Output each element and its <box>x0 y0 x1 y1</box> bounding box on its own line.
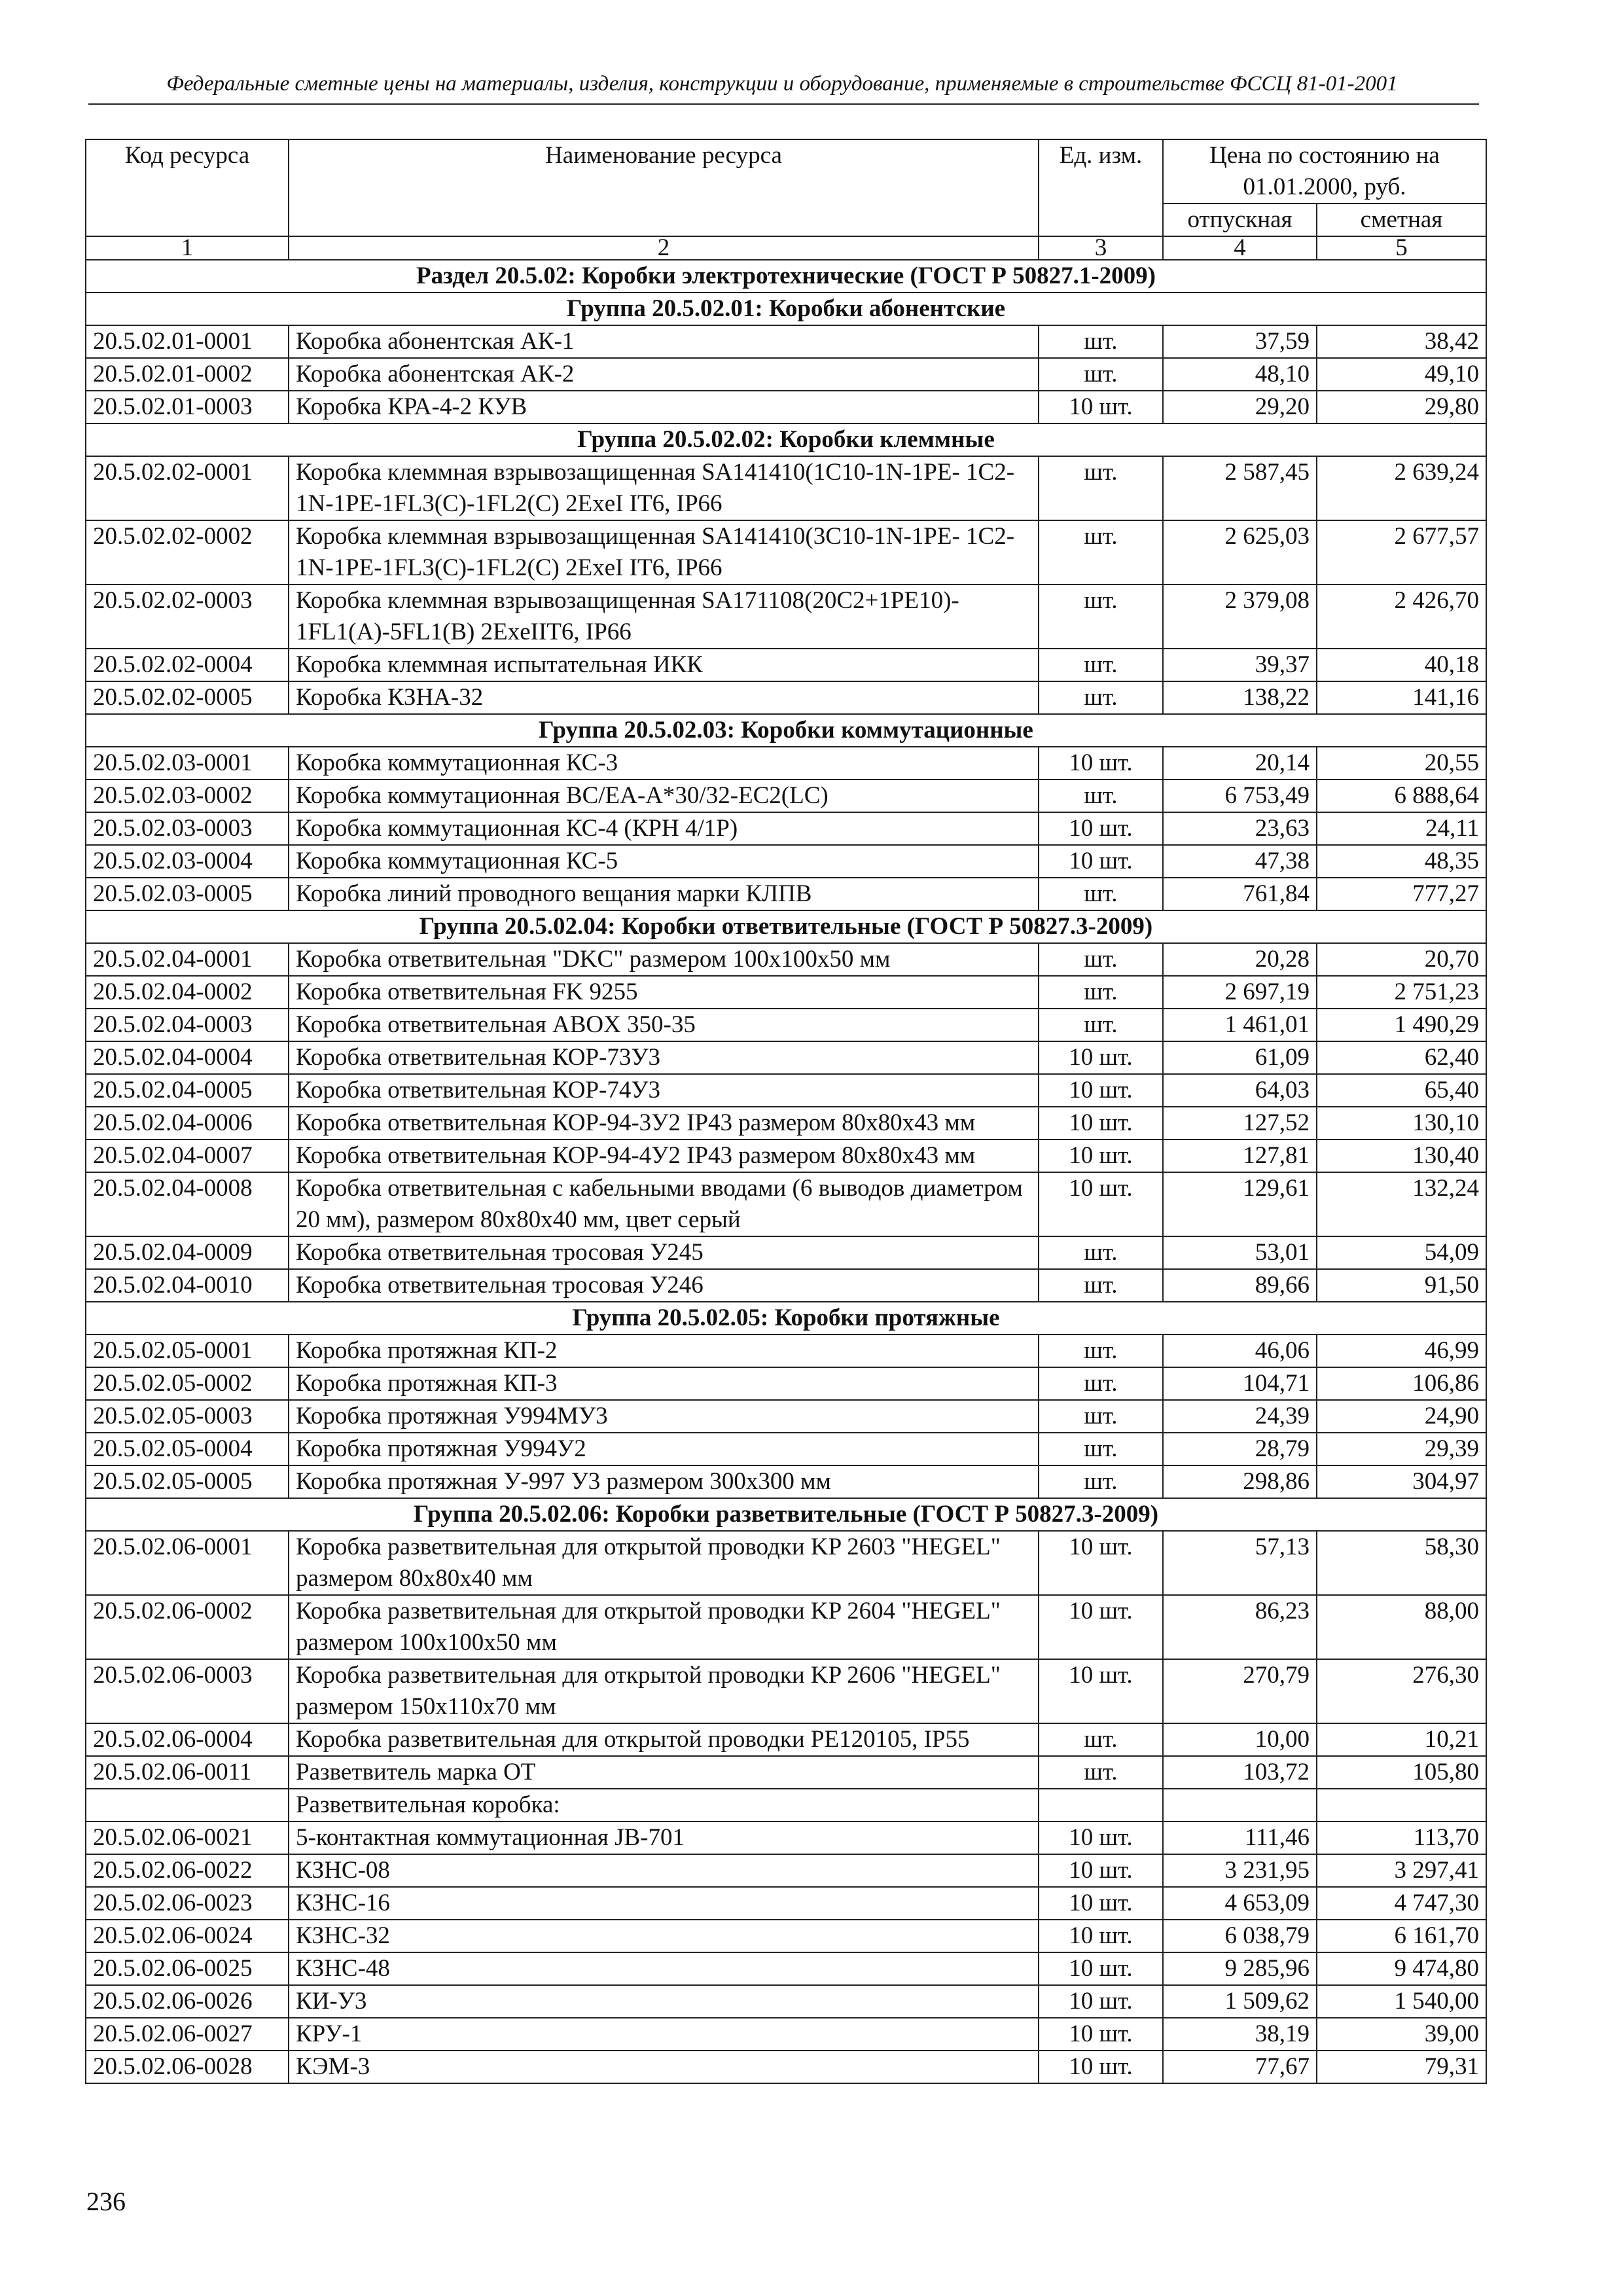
table-row <box>86 812 1486 845</box>
group-row <box>86 1302 1486 1335</box>
unit-of-measure: 10 шт. <box>1039 1531 1163 1595</box>
resource-code: 20.5.02.03-0001 <box>86 747 289 780</box>
unit-of-measure: 10 шт. <box>1039 1659 1163 1723</box>
estimate-price: 65,40 <box>1317 1074 1486 1107</box>
release-price: 104,71 <box>1163 1367 1317 1400</box>
resource-code: 20.5.02.06-0004 <box>86 1723 289 1756</box>
unit-of-measure: 10 шт. <box>1039 1821 1163 1854</box>
resource-name: Коробка коммутационная КС-4 (КРН 4/1Р) <box>289 812 1039 845</box>
section-title: Раздел 20.5.02: Коробки электротехнические (ГОСТ Р 50827.1-2009) <box>86 260 1486 293</box>
resource-code: 20.5.02.06-0024 <box>86 1920 289 1952</box>
estimate-price: 1 540,00 <box>1317 1985 1486 2018</box>
table-row <box>86 1139 1486 1172</box>
unit-of-measure: 10 шт. <box>1039 1952 1163 1985</box>
group-title: Группа 20.5.02.02: Коробки клеммные <box>86 423 1486 456</box>
unit-of-measure: 10 шт. <box>1039 391 1163 423</box>
unit-of-measure: шт. <box>1039 1269 1163 1302</box>
release-price: 28,79 <box>1163 1433 1317 1465</box>
price-table <box>85 139 1487 2084</box>
resource-code: 20.5.02.06-0003 <box>86 1659 289 1723</box>
resource-name: Коробка ответвительная тросовая У246 <box>289 1269 1039 1302</box>
group-title: Группа 20.5.02.01: Коробки абонентские <box>86 293 1486 325</box>
resource-code: 20.5.02.05-0001 <box>86 1335 289 1367</box>
estimate-price: 276,30 <box>1317 1659 1486 1723</box>
estimate-price: 2 639,24 <box>1317 456 1486 520</box>
release-price: 2 625,03 <box>1163 520 1317 584</box>
resource-code: 20.5.02.03-0004 <box>86 845 289 878</box>
resource-code: 20.5.02.05-0002 <box>86 1367 289 1400</box>
resource-name: Коробка разветвительная для открытой проводки KP 2604 "HEGEL" размером 100х100х50 мм <box>289 1595 1039 1659</box>
table-row <box>86 1074 1486 1107</box>
release-price: 761,84 <box>1163 878 1317 910</box>
unit-of-measure: шт. <box>1039 1400 1163 1433</box>
resource-code: 20.5.02.04-0007 <box>86 1139 289 1172</box>
release-price: 61,09 <box>1163 1041 1317 1074</box>
unit-of-measure: 10 шт. <box>1039 1074 1163 1107</box>
release-price: 6 038,79 <box>1163 1920 1317 1952</box>
table-row <box>86 1009 1486 1041</box>
unit-of-measure: шт. <box>1039 780 1163 812</box>
release-price: 77,67 <box>1163 2051 1317 2083</box>
unit-of-measure: 10 шт. <box>1039 2051 1163 2083</box>
resource-name: Коробка абонентская АК-1 <box>289 325 1039 358</box>
subgroup-row <box>86 1789 1486 1821</box>
estimate-price: 40,18 <box>1317 649 1486 681</box>
col-number: 1 <box>86 236 289 260</box>
table-row <box>86 780 1486 812</box>
col-header-price: Цена по состоянию на 01.01.2000, руб. <box>1163 139 1486 204</box>
table-row <box>86 1723 1486 1756</box>
empty-cell <box>1039 1789 1163 1821</box>
col-header-estimate: сметная <box>1317 204 1486 236</box>
resource-code: 20.5.02.01-0001 <box>86 325 289 358</box>
col-header-release: отпускная <box>1163 204 1317 236</box>
resource-name: Коробка коммутационная КС-5 <box>289 845 1039 878</box>
estimate-price: 20,70 <box>1317 943 1486 976</box>
group-row <box>86 423 1486 456</box>
group-row <box>86 910 1486 943</box>
resource-name: Коробка коммутационная КС-3 <box>289 747 1039 780</box>
unit-of-measure: 10 шт. <box>1039 1854 1163 1887</box>
resource-code: 20.5.02.06-0028 <box>86 2051 289 2083</box>
table-row <box>86 584 1486 649</box>
resource-code: 20.5.02.02-0003 <box>86 584 289 649</box>
release-price: 127,52 <box>1163 1107 1317 1139</box>
resource-code: 20.5.02.01-0003 <box>86 391 289 423</box>
table-row <box>86 325 1486 358</box>
unit-of-measure: шт. <box>1039 649 1163 681</box>
resource-code: 20.5.02.03-0003 <box>86 812 289 845</box>
estimate-price: 6 161,70 <box>1317 1920 1486 1952</box>
release-price: 39,37 <box>1163 649 1317 681</box>
unit-of-measure: 10 шт. <box>1039 1887 1163 1920</box>
release-price: 129,61 <box>1163 1172 1317 1236</box>
resource-name: Коробка ответвительная КОР-94-4У2 IP43 размером 80х80х43 мм <box>289 1139 1039 1172</box>
resource-code: 20.5.02.05-0003 <box>86 1400 289 1433</box>
resource-code: 20.5.02.06-0023 <box>86 1887 289 1920</box>
estimate-price: 9 474,80 <box>1317 1952 1486 1985</box>
release-price: 38,19 <box>1163 2018 1317 2051</box>
resource-code: 20.5.02.04-0005 <box>86 1074 289 1107</box>
release-price: 1 461,01 <box>1163 1009 1317 1041</box>
resource-name: Коробка КЗНА-32 <box>289 681 1039 714</box>
resource-name: Коробка коммутационная BC/EA-A*30/32-EC2(LC) <box>289 780 1039 812</box>
col-number: 2 <box>289 236 1039 260</box>
resource-name: Коробка протяжная У994МУ3 <box>289 1400 1039 1433</box>
resource-name: Коробка ответвительная ABOX 350-35 <box>289 1009 1039 1041</box>
estimate-price: 132,24 <box>1317 1172 1486 1236</box>
table-row <box>86 456 1486 520</box>
estimate-price: 58,30 <box>1317 1531 1486 1595</box>
release-price: 2 379,08 <box>1163 584 1317 649</box>
group-title: Группа 20.5.02.03: Коробки коммутационные <box>86 714 1486 747</box>
unit-of-measure: 10 шт. <box>1039 747 1163 780</box>
estimate-price: 24,90 <box>1317 1400 1486 1433</box>
resource-name: Коробка разветвительная для открытой проводки PE120105, IP55 <box>289 1723 1039 1756</box>
estimate-price: 105,80 <box>1317 1756 1486 1789</box>
resource-name: КЗНС-48 <box>289 1952 1039 1985</box>
table-row <box>86 943 1486 976</box>
unit-of-measure: 10 шт. <box>1039 1107 1163 1139</box>
release-price: 298,86 <box>1163 1465 1317 1498</box>
resource-code: 20.5.02.05-0004 <box>86 1433 289 1465</box>
estimate-price: 54,09 <box>1317 1236 1486 1269</box>
resource-code: 20.5.02.03-0002 <box>86 780 289 812</box>
resource-code: 20.5.02.02-0002 <box>86 520 289 584</box>
table-row <box>86 1107 1486 1139</box>
unit-of-measure: 10 шт. <box>1039 1041 1163 1074</box>
resource-name: Коробка протяжная КП-3 <box>289 1367 1039 1400</box>
resource-name: Коробка разветвительная для открытой проводки KP 2606 "HEGEL" размером 150х110х70 мм <box>289 1659 1039 1723</box>
resource-name: Коробка ответвительная тросовая У245 <box>289 1236 1039 1269</box>
estimate-price: 4 747,30 <box>1317 1887 1486 1920</box>
release-price: 48,10 <box>1163 358 1317 391</box>
header-rule <box>88 103 1479 105</box>
release-price: 9 285,96 <box>1163 1952 1317 1985</box>
col-number: 3 <box>1039 236 1163 260</box>
table-row <box>86 1756 1486 1789</box>
resource-code: 20.5.02.01-0002 <box>86 358 289 391</box>
table-row <box>86 2018 1486 2051</box>
unit-of-measure: 10 шт. <box>1039 1172 1163 1236</box>
unit-of-measure: шт. <box>1039 456 1163 520</box>
estimate-price: 39,00 <box>1317 2018 1486 2051</box>
release-price: 29,20 <box>1163 391 1317 423</box>
resource-code: 20.5.02.04-0009 <box>86 1236 289 1269</box>
estimate-price: 91,50 <box>1317 1269 1486 1302</box>
unit-of-measure: шт. <box>1039 520 1163 584</box>
table-row <box>86 1531 1486 1595</box>
unit-of-measure: шт. <box>1039 358 1163 391</box>
release-price: 47,38 <box>1163 845 1317 878</box>
unit-of-measure: шт. <box>1039 325 1163 358</box>
col-number: 4 <box>1163 236 1317 260</box>
table-row <box>86 1236 1486 1269</box>
release-price: 111,46 <box>1163 1821 1317 1854</box>
release-price: 6 753,49 <box>1163 780 1317 812</box>
estimate-price: 3 297,41 <box>1317 1854 1486 1887</box>
unit-of-measure: 10 шт. <box>1039 812 1163 845</box>
resource-name: Коробка ответвительная "DKC" размером 100х100х50 мм <box>289 943 1039 976</box>
estimate-price: 20,55 <box>1317 747 1486 780</box>
table-row <box>86 1854 1486 1887</box>
estimate-price: 777,27 <box>1317 878 1486 910</box>
release-price: 10,00 <box>1163 1723 1317 1756</box>
unit-of-measure: шт. <box>1039 681 1163 714</box>
table-row <box>86 681 1486 714</box>
table-row <box>86 2051 1486 2083</box>
resource-code: 20.5.02.02-0004 <box>86 649 289 681</box>
release-price: 2 697,19 <box>1163 976 1317 1009</box>
resource-code: 20.5.02.04-0002 <box>86 976 289 1009</box>
table-row <box>86 1887 1486 1920</box>
table-body <box>86 260 1486 2083</box>
release-price: 103,72 <box>1163 1756 1317 1789</box>
table-row <box>86 878 1486 910</box>
table-row <box>86 1920 1486 1952</box>
resource-code: 20.5.02.02-0005 <box>86 681 289 714</box>
subgroup-title: Разветвительная коробка: <box>289 1789 1039 1821</box>
estimate-price: 24,11 <box>1317 812 1486 845</box>
estimate-price: 106,86 <box>1317 1367 1486 1400</box>
estimate-price: 29,80 <box>1317 391 1486 423</box>
unit-of-measure: шт. <box>1039 1723 1163 1756</box>
release-price: 1 509,62 <box>1163 1985 1317 2018</box>
resource-name: Коробка протяжная КП-2 <box>289 1335 1039 1367</box>
col-header-code: Код ресурса <box>86 139 289 236</box>
col-number: 5 <box>1317 236 1486 260</box>
resource-code: 20.5.02.02-0001 <box>86 456 289 520</box>
estimate-price: 10,21 <box>1317 1723 1486 1756</box>
resource-name: Коробка ответвительная КОР-73У3 <box>289 1041 1039 1074</box>
release-price: 86,23 <box>1163 1595 1317 1659</box>
col-header-name: Наименование ресурса <box>289 139 1039 236</box>
resource-name: Коробка разветвительная для открытой проводки KP 2603 "HEGEL" размером 80х80х40 мм <box>289 1531 1039 1595</box>
release-price: 23,63 <box>1163 812 1317 845</box>
page-number: 236 <box>86 2187 126 2216</box>
table-row <box>86 1595 1486 1659</box>
table-row <box>86 747 1486 780</box>
unit-of-measure: 10 шт. <box>1039 1920 1163 1952</box>
release-price: 46,06 <box>1163 1335 1317 1367</box>
resource-code: 20.5.02.06-0021 <box>86 1821 289 1854</box>
estimate-price: 79,31 <box>1317 2051 1486 2083</box>
resource-name: Коробка протяжная У-997 У3 размером 300х300 мм <box>289 1465 1039 1498</box>
unit-of-measure: 10 шт. <box>1039 845 1163 878</box>
resource-name: Коробка клеммная испытательная ИКК <box>289 649 1039 681</box>
table-row <box>86 1335 1486 1367</box>
unit-of-measure: шт. <box>1039 878 1163 910</box>
release-price: 89,66 <box>1163 1269 1317 1302</box>
estimate-price: 62,40 <box>1317 1041 1486 1074</box>
release-price: 20,28 <box>1163 943 1317 976</box>
release-price: 57,13 <box>1163 1531 1317 1595</box>
resource-name: Коробка клеммная взрывозащищенная SA171108(20C2+1PE10)- 1FL1(A)-5FL1(B) 2ExeIIT6, IP66 <box>289 584 1039 649</box>
unit-of-measure: шт. <box>1039 1335 1163 1367</box>
unit-of-measure: шт. <box>1039 943 1163 976</box>
table-row <box>86 1821 1486 1854</box>
table-row <box>86 1659 1486 1723</box>
table-row <box>86 1952 1486 1985</box>
table-row <box>86 1269 1486 1302</box>
resource-code: 20.5.02.06-0026 <box>86 1985 289 2018</box>
resource-name: Коробка ответвительная КОР-74У3 <box>289 1074 1039 1107</box>
resource-name: КЗНС-08 <box>289 1854 1039 1887</box>
unit-of-measure: 10 шт. <box>1039 1985 1163 2018</box>
estimate-price: 48,35 <box>1317 845 1486 878</box>
unit-of-measure: шт. <box>1039 976 1163 1009</box>
resource-name: КЗНС-16 <box>289 1887 1039 1920</box>
unit-of-measure: шт. <box>1039 1009 1163 1041</box>
release-price: 53,01 <box>1163 1236 1317 1269</box>
estimate-price: 304,97 <box>1317 1465 1486 1498</box>
estimate-price: 38,42 <box>1317 325 1486 358</box>
resource-name: КЗНС-32 <box>289 1920 1039 1952</box>
resource-name: Коробка ответвительная с кабельными вводами (6 выводов диаметром 20 мм), размером 80х80х40 мм, цвет серый <box>289 1172 1039 1236</box>
table-row <box>86 1985 1486 2018</box>
estimate-price: 113,70 <box>1317 1821 1486 1854</box>
table-row <box>86 1367 1486 1400</box>
resource-code: 20.5.02.04-0004 <box>86 1041 289 1074</box>
page-running-header: Федеральные сметные цены на материалы, изделия, конструкции и оборудование, применяемые в строительстве ФССЦ 81-01-2001 <box>166 72 1398 96</box>
resource-code: 20.5.02.04-0003 <box>86 1009 289 1041</box>
unit-of-measure: шт. <box>1039 1236 1163 1269</box>
resource-code: 20.5.02.06-0022 <box>86 1854 289 1887</box>
empty-cell <box>1317 1789 1486 1821</box>
group-row <box>86 714 1486 747</box>
table-row <box>86 845 1486 878</box>
resource-name: Коробка клеммная взрывозащищенная SA141410(1C10-1N-1PE- 1C2-1N-1PE-1FL3(C)-1FL2(C) 2ExeI IT6, IP66 <box>289 456 1039 520</box>
estimate-price: 130,10 <box>1317 1107 1486 1139</box>
resource-code: 20.5.02.06-0027 <box>86 2018 289 2051</box>
release-price: 20,14 <box>1163 747 1317 780</box>
resource-code: 20.5.02.03-0005 <box>86 878 289 910</box>
resource-code: 20.5.02.04-0001 <box>86 943 289 976</box>
unit-of-measure: шт. <box>1039 584 1163 649</box>
table-row <box>86 1433 1486 1465</box>
estimate-price: 88,00 <box>1317 1595 1486 1659</box>
estimate-price: 130,40 <box>1317 1139 1486 1172</box>
release-price: 138,22 <box>1163 681 1317 714</box>
unit-of-measure: 10 шт. <box>1039 2018 1163 2051</box>
table-row <box>86 391 1486 423</box>
group-title: Группа 20.5.02.05: Коробки протяжные <box>86 1302 1486 1335</box>
release-price: 127,81 <box>1163 1139 1317 1172</box>
unit-of-measure: 10 шт. <box>1039 1595 1163 1659</box>
resource-code: 20.5.02.05-0005 <box>86 1465 289 1498</box>
resource-name: Коробка клеммная взрывозащищенная SA141410(3C10-1N-1PE- 1C2-1N-1PE-1FL3(C)-1FL2(C) 2ExeI IT6, IP66 <box>289 520 1039 584</box>
table-row <box>86 976 1486 1009</box>
group-title: Группа 20.5.02.04: Коробки ответвительные (ГОСТ Р 50827.3-2009) <box>86 910 1486 943</box>
estimate-price: 49,10 <box>1317 358 1486 391</box>
table-header <box>86 139 1486 260</box>
resource-code: 20.5.02.06-0011 <box>86 1756 289 1789</box>
resource-name: Коробка линий проводного вещания марки КЛПВ <box>289 878 1039 910</box>
estimate-price: 1 490,29 <box>1317 1009 1486 1041</box>
estimate-price: 2 751,23 <box>1317 976 1486 1009</box>
estimate-price: 2 426,70 <box>1317 584 1486 649</box>
unit-of-measure: шт. <box>1039 1465 1163 1498</box>
resource-code: 20.5.02.06-0002 <box>86 1595 289 1659</box>
resource-code: 20.5.02.06-0025 <box>86 1952 289 1985</box>
table-row <box>86 1172 1486 1236</box>
resource-code: 20.5.02.04-0008 <box>86 1172 289 1236</box>
resource-name: Коробка КРА-4-2 КУВ <box>289 391 1039 423</box>
release-price: 37,59 <box>1163 325 1317 358</box>
col-header-unit: Ед. изм. <box>1039 139 1163 236</box>
estimate-price: 29,39 <box>1317 1433 1486 1465</box>
table-row <box>86 649 1486 681</box>
resource-name: Коробка ответвительная КОР-94-3У2 IP43 размером 80х80х43 мм <box>289 1107 1039 1139</box>
resource-name: 5-контактная коммутационная JB-701 <box>289 1821 1039 1854</box>
estimate-price: 2 677,57 <box>1317 520 1486 584</box>
resource-name: Коробка абонентская АК-2 <box>289 358 1039 391</box>
release-price: 4 653,09 <box>1163 1887 1317 1920</box>
estimate-price: 6 888,64 <box>1317 780 1486 812</box>
empty-cell <box>86 1789 289 1821</box>
table-row <box>86 1400 1486 1433</box>
resource-name: Коробка ответвительная FK 9255 <box>289 976 1039 1009</box>
resource-name: Разветвитель марка ОТ <box>289 1756 1039 1789</box>
resource-name: КРУ-1 <box>289 2018 1039 2051</box>
release-price: 3 231,95 <box>1163 1854 1317 1887</box>
unit-of-measure: шт. <box>1039 1367 1163 1400</box>
table-row <box>86 1041 1486 1074</box>
table-row <box>86 1465 1486 1498</box>
release-price: 64,03 <box>1163 1074 1317 1107</box>
unit-of-measure: шт. <box>1039 1756 1163 1789</box>
group-row <box>86 1498 1486 1531</box>
resource-name: КЭМ-3 <box>289 2051 1039 2083</box>
table-row <box>86 520 1486 584</box>
resource-name: Коробка протяжная У994У2 <box>289 1433 1039 1465</box>
resource-code: 20.5.02.04-0010 <box>86 1269 289 1302</box>
group-title: Группа 20.5.02.06: Коробки разветвительные (ГОСТ Р 50827.3-2009) <box>86 1498 1486 1531</box>
unit-of-measure: 10 шт. <box>1039 1139 1163 1172</box>
release-price: 24,39 <box>1163 1400 1317 1433</box>
table-row <box>86 358 1486 391</box>
empty-cell <box>1163 1789 1317 1821</box>
unit-of-measure: шт. <box>1039 1433 1163 1465</box>
release-price: 270,79 <box>1163 1659 1317 1723</box>
resource-name: КИ-У3 <box>289 1985 1039 2018</box>
estimate-price: 141,16 <box>1317 681 1486 714</box>
resource-code: 20.5.02.06-0001 <box>86 1531 289 1595</box>
group-row <box>86 293 1486 325</box>
resource-code: 20.5.02.04-0006 <box>86 1107 289 1139</box>
estimate-price: 46,99 <box>1317 1335 1486 1367</box>
release-price: 2 587,45 <box>1163 456 1317 520</box>
